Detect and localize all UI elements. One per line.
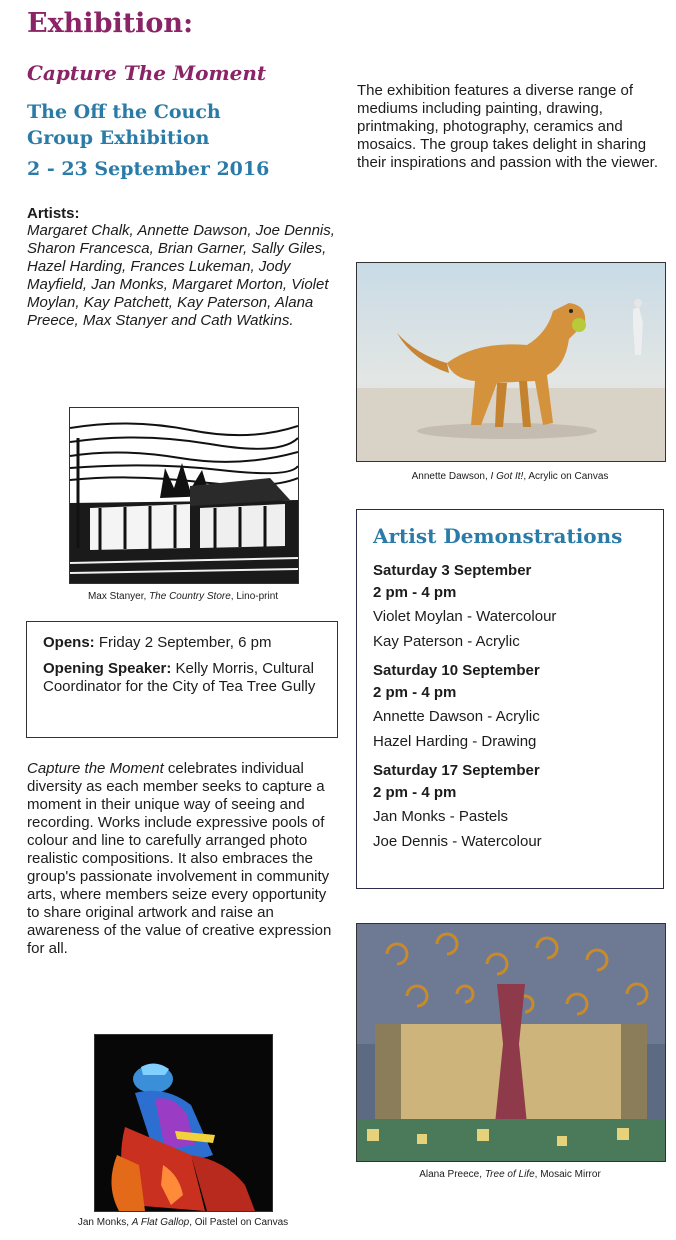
caption-title: A Flat Gallop	[131, 1217, 190, 1228]
caption-title: I Got It!	[490, 471, 524, 482]
session-item: Annette Dawson - Acrylic	[373, 708, 540, 725]
session-time: 2 pm - 4 pm	[373, 584, 457, 601]
session-time: 2 pm - 4 pm	[373, 784, 457, 801]
group-heading	[27, 99, 221, 151]
artists-list: Margaret Chalk, Annette Dawson, Joe Dennis, Sharon Francesca, Brian Garner, Sally Giles, Hazel Harding, Frances Lukeman, Jody Mayfield, Jan Monks, Margaret Morton, Violet Moylan, Kay Patchett, Kay Paterson, Alana Preece, Max Stanyer and Cath Watkins.	[27, 222, 335, 329]
caption-medium: , Mosaic Mirror	[534, 1169, 601, 1180]
opens-label: Opens:	[43, 634, 95, 651]
session-day: Saturday 10 September	[373, 662, 540, 679]
description-paragraph	[27, 760, 339, 958]
session-day: Saturday 17 September	[373, 762, 540, 779]
opening-info-box	[26, 621, 338, 738]
intro-paragraph: The exhibition features a diverse range of mediums including painting, drawing, printmaking, photography, ceramics and mosaics. The group takes delight in sharing their inspirations and passion with the viewer.	[357, 82, 658, 171]
demo-session-1	[373, 560, 647, 654]
caption-artist: Max Stanyer,	[87, 591, 147, 602]
caption-title: Tree of Life	[484, 1169, 535, 1180]
demo-session-3	[373, 760, 647, 854]
session-item: Jan Monks - Pastels	[373, 808, 509, 825]
session-item: Hazel Harding - Drawing	[373, 733, 537, 750]
country-store-image	[69, 407, 299, 584]
flat-gallop-image	[94, 1034, 273, 1212]
demonstrations-title: Artist Demonstrations	[373, 524, 623, 548]
artists-label: Artists:	[27, 205, 80, 222]
speaker-line	[43, 660, 321, 696]
caption-title: The Country Store	[149, 591, 231, 602]
page-title: Exhibition:	[27, 8, 194, 39]
artist-demonstrations-box	[356, 509, 664, 889]
speaker-value: Kelly Morris, Cultural Coordinator for the City of Tea Tree Gully	[43, 660, 316, 695]
session-item: Violet Moylan - Watercolour	[373, 608, 557, 625]
caption-artist: Alana Preece,	[419, 1169, 483, 1180]
jockey-illustration	[95, 1035, 272, 1211]
speaker-label: Opening Speaker:	[43, 660, 172, 677]
description-body: celebrates individual diversity as each member seeks to capture a moment in their unique way of seeing and recording. Works include expressive pools of colour and line to carefully arranged photo realistic compositions. It also embraces the group's passionate involvement in community arts, where members seize every opportunity to share original artwork and raise an awareness of the value of creative expression for all.	[27, 760, 332, 957]
group-line-1: The Off the Couch	[27, 101, 221, 123]
caption-artist: Annette Dawson,	[411, 471, 488, 482]
linocut-illustration	[70, 408, 298, 583]
opens-value: Friday 2 September, 6 pm	[94, 634, 272, 651]
exhibition-name: Capture The Moment	[27, 61, 267, 85]
caption-country-store	[27, 590, 339, 603]
tree-of-life-image	[356, 923, 666, 1162]
caption-medium: , Lino-print	[230, 591, 279, 602]
caption-flat-gallop	[27, 1216, 339, 1229]
caption-i-got-it	[356, 470, 664, 483]
session-time: 2 pm - 4 pm	[373, 684, 457, 701]
dog-illustration	[357, 263, 665, 461]
demo-session-2	[373, 660, 647, 754]
mosaic-illustration	[357, 924, 665, 1161]
caption-artist: Jan Monks,	[77, 1217, 129, 1228]
caption-tree-of-life	[356, 1168, 664, 1181]
exhibition-dates: 2 - 23 September 2016	[27, 158, 270, 180]
group-line-2: Group Exhibition	[27, 127, 210, 149]
session-day: Saturday 3 September	[373, 562, 532, 579]
session-item: Kay Paterson - Acrylic	[373, 633, 520, 650]
caption-medium: , Oil Pastel on Canvas	[189, 1217, 289, 1228]
i-got-it-image	[356, 262, 666, 462]
opens-line	[43, 634, 321, 652]
session-item: Joe Dennis - Watercolour	[373, 833, 542, 850]
caption-medium: , Acrylic on Canvas	[523, 471, 609, 482]
description-title: Capture the Moment	[27, 760, 164, 777]
